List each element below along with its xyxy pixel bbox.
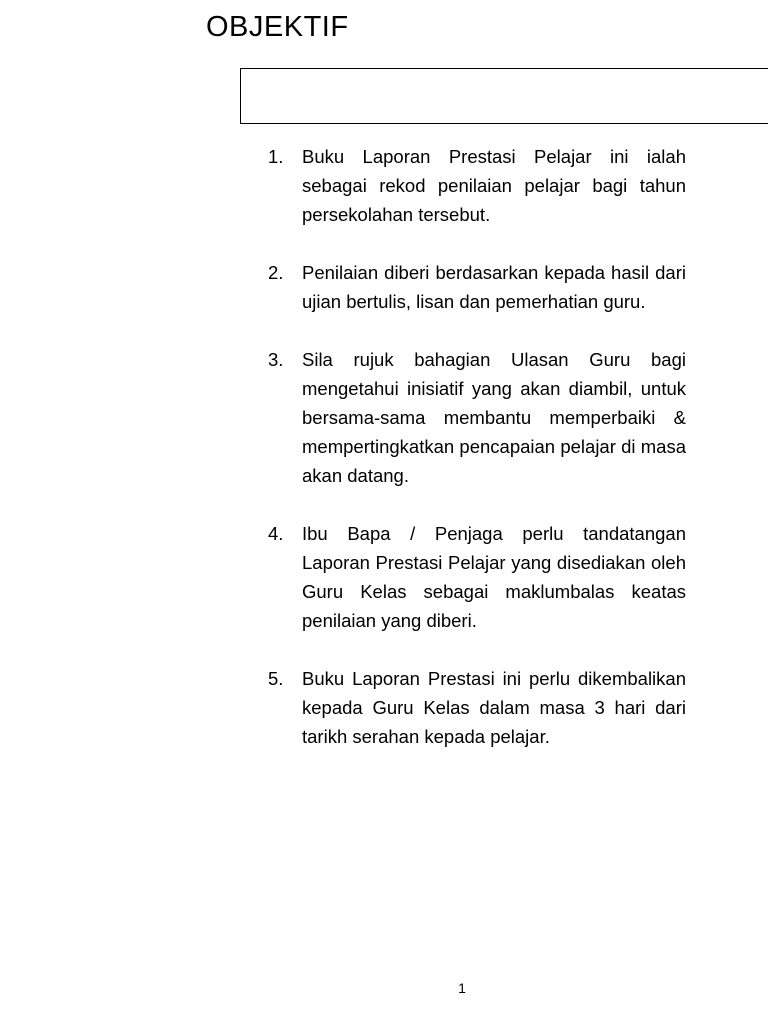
page-number: 1 [458,980,466,996]
list-item-number: 4. [268,523,284,544]
list-item-text: Ibu Bapa / Penjaga perlu tandatangan Laporan Prestasi Pelajar yang disediakan oleh Guru Kelas sebagai maklumbalas keatas penilaian yang diberi. [302,523,686,631]
list-item [268,664,686,751]
objective-list [268,142,686,780]
list-item-text: Buku Laporan Prestasi Pelajar ini ialah sebagai rekod penilaian pelajar bagi tahun persekolahan tersebut. [302,146,686,225]
list-item-number: 5. [268,668,284,689]
list-item-number: 1. [268,146,284,167]
list-item-number: 3. [268,349,284,370]
list-item [268,345,686,490]
list-item-text: Sila rujuk bahagian Ulasan Guru bagi mengetahui inisiatif yang akan diambil, untuk bersama-sama membantu memperbaiki & mempertingkatkan pencapaian pelajar di masa akan datang. [302,349,686,486]
list-item-text: Buku Laporan Prestasi ini perlu dikembalikan kepada Guru Kelas dalam masa 3 hari dari tarikh serahan kepada pelajar. [302,668,686,747]
list-item-text: Penilaian diberi berdasarkan kepada hasil dari ujian bertulis, lisan dan pemerhatian guru. [302,262,686,312]
list-item-number: 2. [268,262,284,283]
page-title: OBJEKTIF [206,11,349,43]
list-item [268,142,686,229]
list-item [268,519,686,635]
list-item [268,258,686,316]
title-box [240,68,768,124]
